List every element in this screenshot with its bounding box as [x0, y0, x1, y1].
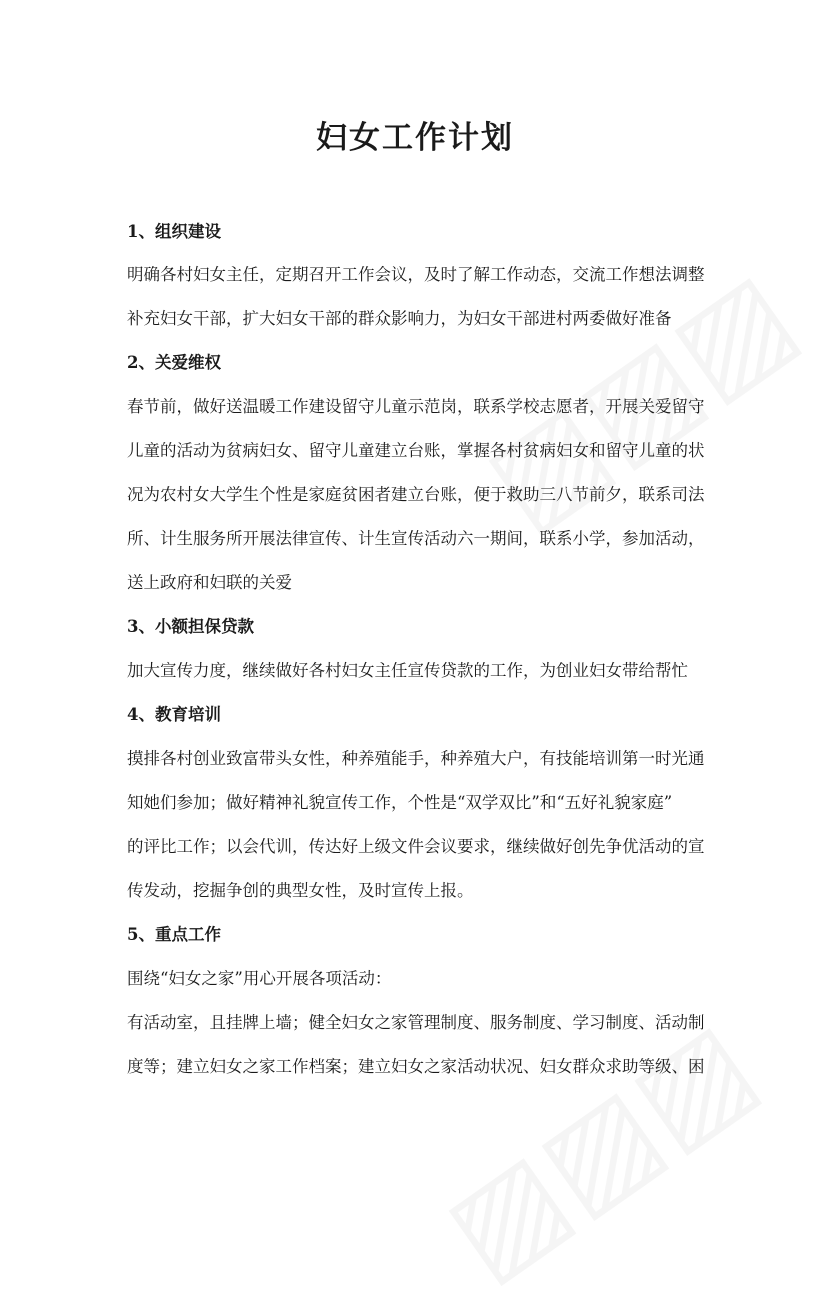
paragraph-line: 摸排各村创业致富带头女性，种养殖能手，种养殖大户，有技能培训第一时光通: [127, 749, 705, 768]
paragraph-line: 的评比工作；以会代训，传达好上级文件会议要求，继续做好创先争优活动的宣: [127, 837, 705, 856]
section-heading: 3、小额担保贷款: [127, 617, 254, 636]
paragraph-line: 儿童的活动为贫病妇女、留守儿童建立台账，掌握各村贫病妇女和留守儿童的状: [127, 441, 705, 460]
section-heading: 1、组织建设: [127, 222, 221, 241]
paragraph-line: 传发动，挖掘争创的典型女性，及时宣传上报。: [127, 881, 474, 900]
paragraph-line: 加大宣传力度，继续做好各村妇女主任宣传贷款的工作，为创业妇女带给帮忙: [127, 661, 688, 680]
paragraph-line: 送上政府和妇联的关爱: [127, 573, 292, 592]
paragraph-line: 明确各村妇女主任，定期召开工作会议，及时了解工作动态，交流工作想法调整: [127, 265, 705, 284]
paragraph-line: 围绕“妇女之家”用心开展各项活动：: [127, 969, 392, 988]
document-title: 妇女工作计划: [316, 120, 514, 156]
paragraph-line: 补充妇女干部，扩大妇女干部的群众影响力，为妇女干部进村两委做好准备: [127, 309, 672, 328]
paragraph-line: 有活动室，且挂牌上墙；健全妇女之家管理制度、服务制度、学习制度、活动制: [127, 1013, 705, 1032]
section-heading: 2、关爱维权: [127, 353, 221, 372]
paragraph-line: 所、计生服务所开展法律宣传、计生宣传活动六一期间，联系小学，参加活动，: [127, 529, 705, 548]
paragraph-line: 度等；建立妇女之家工作档案；建立妇女之家活动状况、妇女群众求助等级、困: [127, 1057, 705, 1076]
paragraph-line: 春节前，做好送温暖工作建设留守儿童示范岗，联系学校志愿者，开展关爱留守: [127, 397, 705, 416]
section-heading: 5、重点工作: [127, 925, 221, 944]
paragraph-line: 况为农村女大学生个性是家庭贫困者建立台账，便于救助三八节前夕，联系司法: [127, 485, 705, 504]
paragraph-line: 知她们参加；做好精神礼貌宣传工作，个性是“双学双比”和“五好礼貌家庭”: [127, 793, 673, 812]
watermark: [421, 995, 779, 1304]
section-heading: 4、教育培训: [127, 705, 221, 724]
